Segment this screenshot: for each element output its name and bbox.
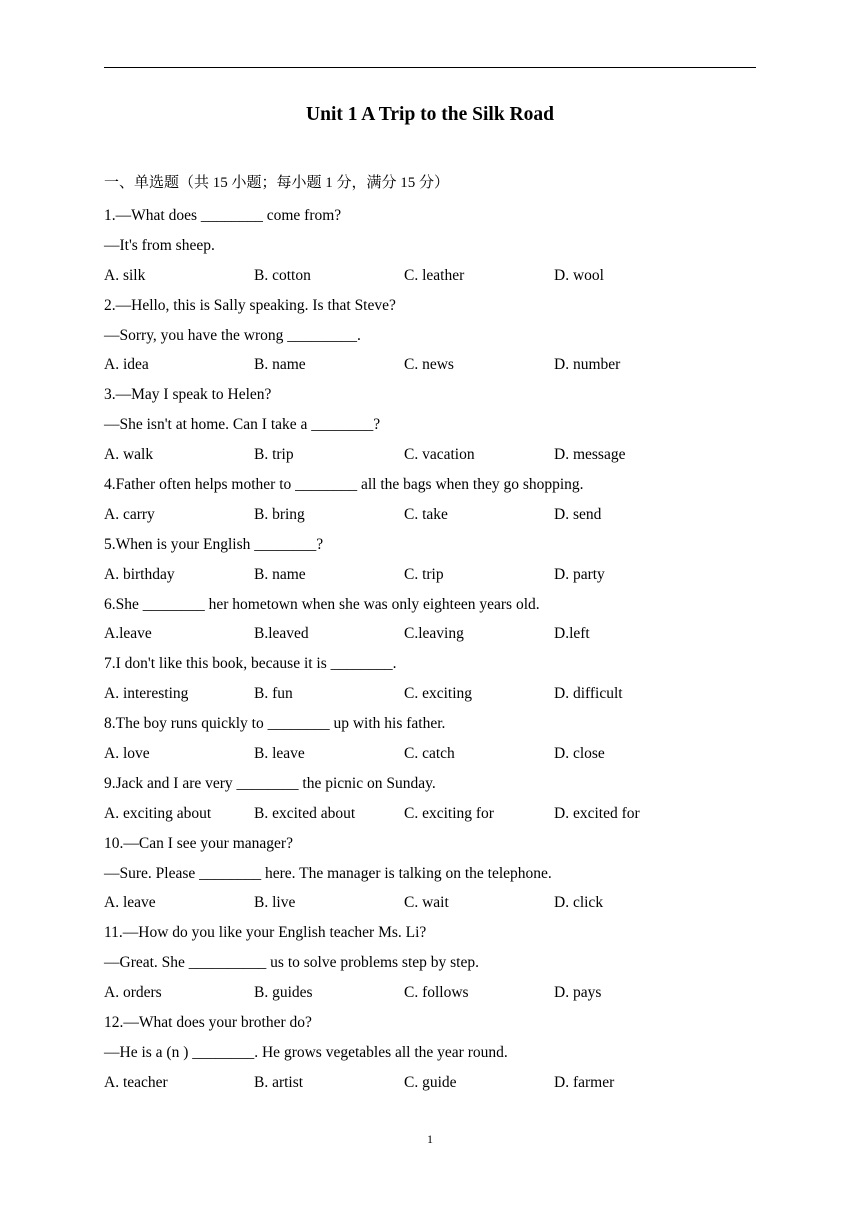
question-stem: 3.—May I speak to Helen? [104, 386, 272, 404]
question-reply: —Great. She __________ us to solve problems step by step. [104, 954, 479, 972]
question-stem: 11.—How do you like your English teacher Ms. Li? [104, 924, 427, 942]
option-d: D. party [554, 565, 605, 583]
option-a: A. idea [104, 356, 149, 374]
option-c: C. exciting for [404, 804, 494, 822]
question-stem: 1.—What does ________ come from? [104, 207, 342, 224]
option-row [104, 440, 756, 470]
option-c: C. news [404, 356, 454, 374]
option-c: C. follows [404, 984, 469, 1002]
question-stem: 10.—Can I see your manager? [104, 834, 293, 852]
header-rule [104, 67, 756, 68]
option-c: C. exciting [404, 685, 473, 703]
question-10 [104, 829, 756, 919]
option-a: A. leave [104, 894, 156, 912]
option-d: D. difficult [554, 685, 623, 703]
question-2 [104, 291, 756, 381]
option-a: A. silk [104, 266, 146, 284]
option-d: D. farmer [554, 1073, 615, 1091]
option-row [104, 1068, 756, 1098]
option-row [104, 261, 756, 291]
option-c: C.leaving [404, 625, 464, 643]
option-b: B. trip [254, 446, 294, 464]
option-b: B. leave [254, 745, 305, 763]
question-6 [104, 590, 756, 650]
section-heading: 一、单选题（共 15 小题；每小题 1 分，满分 15 分） [104, 175, 450, 191]
option-b: B. live [254, 894, 296, 912]
question-3 [104, 380, 756, 470]
option-d: D. click [554, 894, 604, 912]
option-c: C. vacation [404, 446, 475, 464]
option-b: B. excited about [254, 804, 356, 822]
page-title: Unit 1 A Trip to the Silk Road [306, 104, 554, 125]
option-a: A.leave [104, 625, 152, 643]
question-1 [104, 201, 756, 291]
question-7 [104, 649, 756, 709]
question-list [104, 201, 756, 1098]
question-9 [104, 769, 756, 829]
option-row [104, 560, 756, 590]
option-b: B. fun [254, 685, 293, 703]
page-number: 1 [427, 1132, 433, 1146]
option-row [104, 619, 756, 649]
question-reply: —It's from sheep. [104, 236, 215, 254]
question-stem: 12.—What does your brother do? [104, 1014, 312, 1032]
option-b: B. guides [254, 984, 313, 1002]
option-b: B. name [254, 565, 306, 583]
option-c: C. catch [404, 745, 455, 763]
question-stem: 6.She ________ her hometown when she was only eighteen years old. [104, 595, 540, 613]
option-d: D. wool [554, 266, 604, 284]
option-d: D.left [554, 625, 590, 643]
question-stem: 9.Jack and I are very ________ the picnic on Sunday. [104, 774, 436, 792]
question-stem: 2.—Hello, this is Sally speaking. Is that Steve? [104, 296, 396, 314]
option-d: D. message [554, 446, 626, 464]
question-reply: —He is a (n ) ________. He grows vegetables all the year round. [104, 1043, 508, 1061]
option-c: C. trip [404, 565, 444, 583]
option-c: C. wait [404, 894, 449, 912]
option-a: A. birthday [104, 565, 175, 583]
option-d: D. close [554, 745, 605, 763]
option-row [104, 799, 756, 829]
option-c: C. guide [404, 1073, 457, 1091]
option-row [104, 978, 756, 1008]
option-row [104, 888, 756, 918]
option-d: D. pays [554, 984, 602, 1002]
option-d: D. send [554, 505, 602, 523]
option-c: C. leather [404, 266, 465, 284]
option-d: D. number [554, 356, 621, 374]
option-a: A. exciting about [104, 804, 212, 822]
option-row [104, 679, 756, 709]
question-reply: —She isn't at home. Can I take a ________? [104, 416, 381, 434]
question-stem: 8.The boy runs quickly to ________ up with his father. [104, 715, 446, 733]
question-5 [104, 530, 756, 590]
question-4 [104, 470, 756, 530]
question-11 [104, 918, 756, 1008]
question-reply: —Sorry, you have the wrong _________. [104, 326, 361, 344]
question-reply: —Sure. Please ________ here. The manager is talking on the telephone. [104, 864, 552, 882]
question-stem: 7.I don't like this book, because it is ________. [104, 655, 397, 673]
question-8 [104, 709, 756, 769]
option-b: B. bring [254, 505, 305, 523]
option-b: B. name [254, 356, 306, 374]
option-a: A. love [104, 745, 150, 763]
option-row [104, 350, 756, 380]
option-b: B.leaved [254, 625, 309, 643]
option-a: A. orders [104, 984, 162, 1002]
option-d: D. excited for [554, 804, 640, 822]
question-stem: 4.Father often helps mother to ________ all the bags when they go shopping. [104, 476, 584, 494]
option-b: B. artist [254, 1073, 304, 1091]
option-a: A. carry [104, 505, 155, 523]
option-a: A. interesting [104, 685, 189, 703]
option-a: A. teacher [104, 1073, 168, 1091]
option-row [104, 500, 756, 530]
option-row [104, 739, 756, 769]
question-stem: 5.When is your English ________? [104, 535, 324, 553]
option-a: A. walk [104, 446, 154, 464]
question-12 [104, 1008, 756, 1098]
option-c: C. take [404, 505, 448, 523]
option-b: B. cotton [254, 266, 311, 284]
